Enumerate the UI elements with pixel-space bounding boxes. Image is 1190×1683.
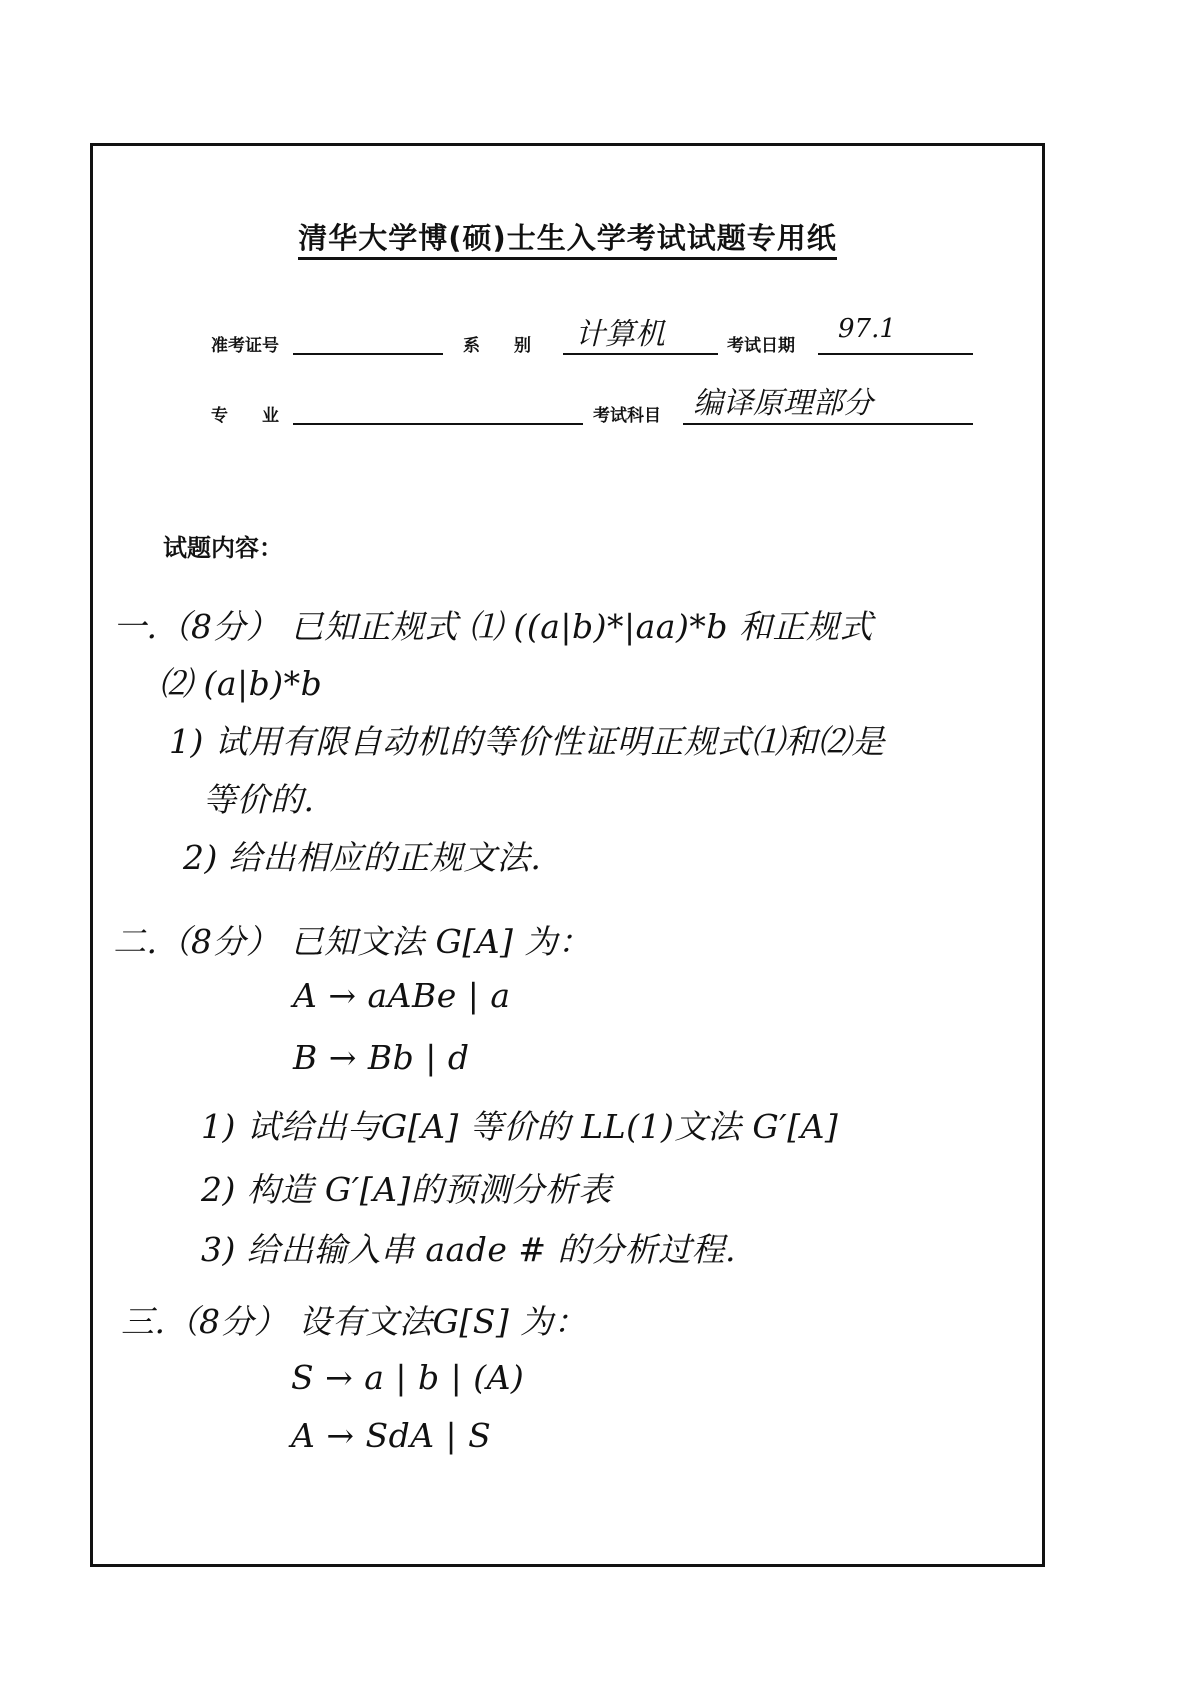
q3-line1: 三.（8分） 设有文法G[S] 为： — [121, 1302, 588, 1341]
major-line — [293, 423, 583, 425]
q2-rule2: B → Bb | d — [293, 1038, 470, 1077]
q3-rule2: A → SdA | S — [291, 1416, 492, 1455]
admission-no-line — [293, 353, 443, 355]
q2-sub2: 2) 构造 G′[A]的预测分析表 — [201, 1170, 612, 1209]
q1-line1: 一.（8分） 已知正规式 ⑴ ((a|b)*|aa)*b 和正规式 — [113, 607, 873, 646]
q1-sub2: 2) 给出相应的正规文法. — [183, 838, 542, 877]
q3-rule1: S → a | b | (A) — [291, 1358, 525, 1397]
exam-date-value: 97.1 — [838, 314, 896, 344]
sheet-title-text: 清华大学博(硕)士生入学考试试题专用纸 — [298, 221, 837, 260]
department-line — [563, 353, 718, 355]
department-label: 系 别 — [463, 336, 531, 356]
subject-value: 编译原理部分 — [693, 386, 873, 421]
department-value: 计算机 — [575, 317, 665, 352]
major-label: 专 业 — [211, 406, 279, 426]
admission-no-label: 准考证号 — [211, 336, 279, 356]
subject-line — [683, 423, 973, 425]
q1-sub1a: 1) 试用有限自动机的等价性证明正规式⑴和⑵是 — [169, 722, 885, 761]
q2-line1: 二.（8分） 已知文法 G[A] 为： — [113, 922, 592, 961]
content-label: 试题内容： — [163, 534, 283, 562]
q2-rule1: A → aABe | a — [293, 976, 511, 1015]
exam-date-line — [818, 353, 973, 355]
exam-sheet — [90, 143, 1045, 1567]
q1-line2: ⑵ (a|b)*b — [159, 664, 323, 703]
subject-label: 考试科目 — [593, 406, 661, 426]
q2-sub3: 3) 给出输入串 aade # 的分析过程. — [201, 1230, 736, 1269]
q1-sub1b: 等价的. — [203, 780, 315, 819]
exam-date-label: 考试日期 — [727, 336, 795, 356]
q2-sub1: 1) 试给出与G[A] 等价的 LL(1)文法 G′[A] — [201, 1107, 839, 1146]
sheet-title — [93, 216, 1042, 257]
